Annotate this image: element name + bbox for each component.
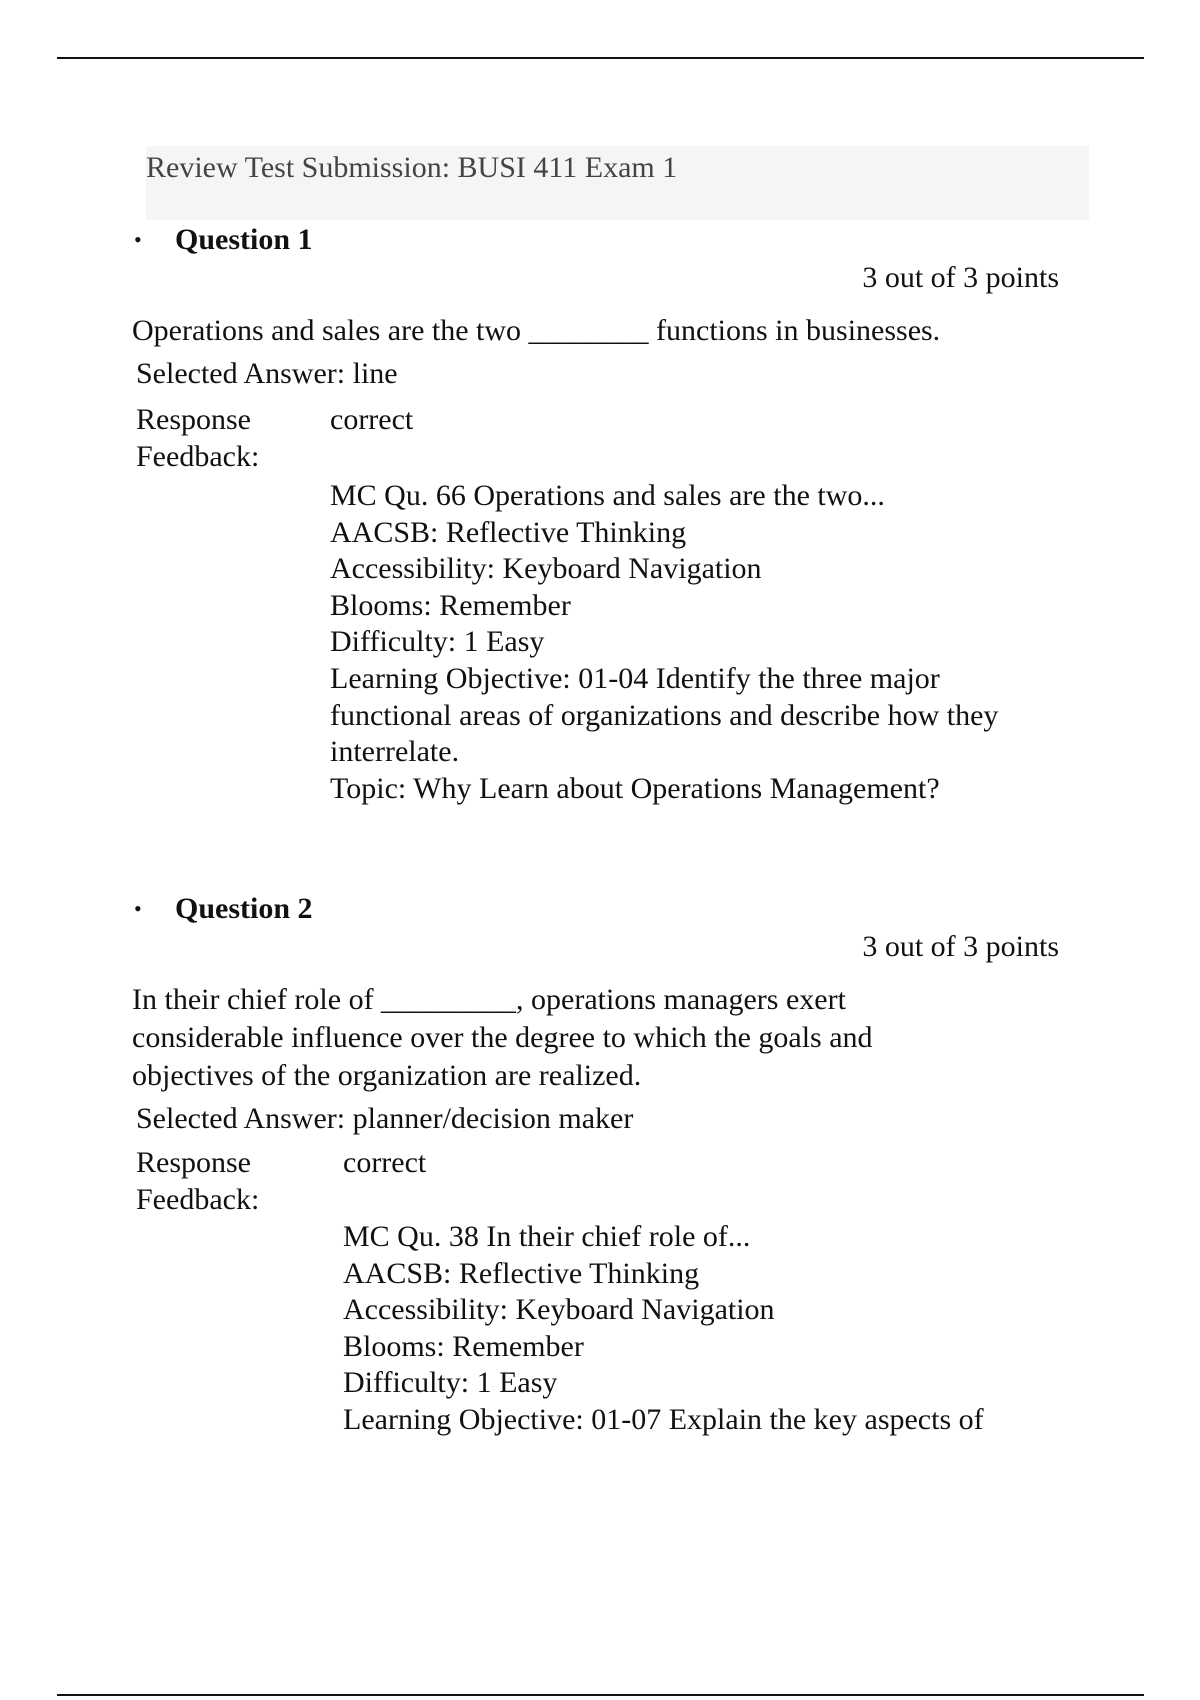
bottom-rule — [57, 1694, 1144, 1696]
page-title: Review Test Submission: BUSI 411 Exam 1 — [146, 151, 678, 184]
feedback-line: MC Qu. 66 Operations and sales are the two... — [330, 479, 885, 512]
feedback-line: AACSB: Reflective Thinking — [343, 1256, 700, 1290]
question-heading-label: Question 2 — [175, 892, 313, 925]
feedback-line: Accessibility: Keyboard Navigation — [330, 552, 762, 586]
question-heading — [134, 889, 313, 929]
feedback-line: Blooms: Remember — [330, 588, 571, 622]
points-score: 3 out of 3 points — [862, 930, 1059, 963]
feedback-line: Difficulty: 1 Easy — [330, 625, 545, 659]
feedback-details — [330, 478, 998, 807]
selected-answer: Selected Answer: planner/decision maker — [136, 1102, 634, 1135]
feedback-line: Learning Objective: 01-04 Identify the three major functional areas of organizations and describe how they interrelate. — [330, 661, 999, 769]
feedback-line: AACSB: Reflective Thinking — [330, 515, 687, 549]
feedback-line: Difficulty: 1 Easy — [343, 1366, 558, 1400]
bullet-icon: • — [134, 896, 142, 921]
response-feedback-value: correct — [330, 403, 414, 436]
response-feedback-value: correct — [343, 1146, 427, 1179]
question-heading-label: Question 1 — [175, 223, 313, 256]
feedback-line: MC Qu. 38 In their chief role of... — [343, 1220, 751, 1253]
question-prompt: In their chief role of _________, operations managers exert considerable influence over the degree to which the goals and objectives of the organization are realized. — [132, 983, 873, 1092]
feedback-line: Topic: Why Learn about Operations Management? — [330, 771, 940, 805]
response-feedback-label: Response Feedback: — [136, 403, 260, 473]
feedback-line: Accessibility: Keyboard Navigation — [343, 1293, 775, 1327]
page-header — [146, 146, 1089, 220]
question-heading — [134, 220, 313, 260]
top-rule — [57, 57, 1144, 59]
selected-answer: Selected Answer: line — [136, 357, 398, 390]
feedback-details — [343, 1219, 984, 1439]
bullet-icon: • — [134, 227, 142, 252]
feedback-line: Blooms: Remember — [343, 1329, 584, 1363]
points-score: 3 out of 3 points — [862, 261, 1059, 294]
feedback-line: Learning Objective: 01-07 Explain the key aspects of — [343, 1402, 984, 1436]
response-feedback-label: Response Feedback: — [136, 1146, 260, 1216]
question-prompt: Operations and sales are the two ________ functions in businesses. — [132, 314, 941, 347]
